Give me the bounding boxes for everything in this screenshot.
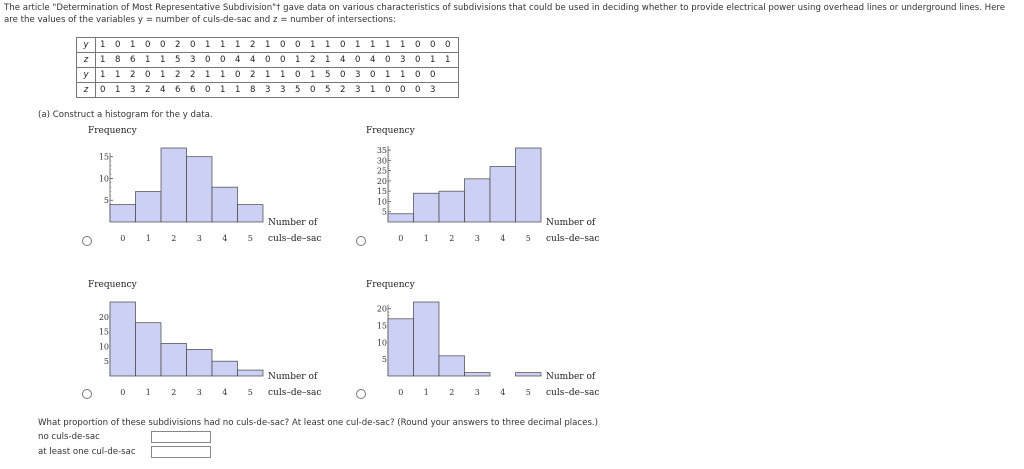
x-tick-label: 5 [525, 388, 531, 397]
histogram-bar [136, 323, 162, 376]
histogram-bar [465, 179, 491, 222]
x-axis-title: culs–de–sac [546, 388, 600, 398]
table-row [77, 68, 459, 83]
x-tick-label: 0 [120, 234, 126, 243]
histogram-bar [187, 349, 213, 376]
y-tick-label: 10 [98, 342, 109, 352]
y-tick-label: 20 [376, 304, 387, 314]
table-row [77, 38, 459, 53]
histogram-bar [238, 205, 264, 222]
x-axis-title: Number of [268, 218, 318, 228]
x-tick-label: 5 [247, 388, 253, 397]
histogram-option-c [88, 274, 338, 404]
y-tick-label: 5 [103, 357, 109, 367]
histogram-bar [490, 167, 516, 223]
histogram-bar [414, 302, 440, 376]
histogram-bar [388, 319, 414, 376]
x-tick-label: 5 [525, 234, 531, 243]
histogram-bar [110, 205, 136, 222]
x-tick-label: 0 [398, 234, 404, 243]
histogram-bar [212, 187, 238, 222]
y-tick-label: 35 [376, 146, 387, 156]
y-axis-title: Frequency [366, 126, 415, 136]
proportion-question: What proportion of these subdivisions had no culs-de-sac? At least one cul-de-sac? (Round your answers to three decimal places.) [38, 418, 599, 428]
variable-values: 1 8 6 1 1 5 3 0 0 4 4 0 0 1 2 1 4 0 4 0 3 0 1 1 [96, 53, 459, 68]
x-tick-label: 2 [171, 234, 177, 243]
x-axis-title: Number of [546, 218, 596, 228]
histogram-bar [161, 343, 187, 376]
histogram-bar [136, 192, 162, 222]
y-tick-label: 15 [98, 327, 109, 337]
y-tick-label: 10 [376, 197, 387, 207]
variable-label: z [77, 83, 96, 98]
x-tick-label: 0 [120, 388, 126, 397]
histogram-option-d [366, 274, 616, 404]
histogram-bar [439, 356, 465, 376]
problem-intro: The article "Determination of Most Representative Subdivision"† gave data on various characteristics of subdivisions that could be used in deciding whether to provide electrical power using overhead lines or underground lines. Here are the values of the variables y = number of culs-de-sac and z = number of intersections: [4, 3, 1006, 25]
y-tick-label: 5 [103, 196, 109, 206]
histogram-bar [388, 214, 414, 222]
histogram-option-d-radio[interactable] [356, 389, 366, 399]
variable-values: 1 0 1 0 0 2 0 1 1 1 2 1 0 0 1 1 0 1 1 1 1 0 0 0 [96, 38, 459, 53]
y-tick-label: 20 [376, 176, 387, 186]
x-tick-label: 1 [145, 234, 151, 243]
variable-label: z [77, 53, 96, 68]
x-tick-label: 1 [423, 388, 429, 397]
y-tick-label: 15 [98, 152, 109, 162]
at-least-one-cul-de-sac-input[interactable] [151, 446, 211, 458]
x-axis-title: Number of [546, 372, 596, 382]
x-axis-title: culs–de–sac [546, 234, 600, 244]
x-tick-label: 3 [196, 234, 202, 243]
histogram-bar [110, 302, 136, 376]
x-axis-title: Number of [268, 372, 318, 382]
x-tick-label: 5 [247, 234, 253, 243]
histogram-bar [516, 148, 542, 222]
x-tick-label: 1 [423, 234, 429, 243]
variable-values: 1 1 2 0 1 2 2 1 1 0 2 1 1 0 1 5 0 3 0 1 1 0 0 [96, 68, 459, 83]
x-tick-label: 4 [222, 388, 228, 397]
y-tick-label: 30 [376, 156, 387, 166]
x-tick-label: 2 [449, 388, 455, 397]
histogram-option-b-radio[interactable] [356, 236, 366, 246]
x-tick-label: 1 [145, 388, 151, 397]
histogram-option-b [366, 120, 616, 250]
table-row [77, 53, 459, 68]
y-axis-title: Frequency [366, 280, 415, 290]
x-tick-label: 4 [500, 388, 506, 397]
histogram-bar [161, 148, 187, 222]
part-a-instruction: (a) Construct a histogram for the y data. [38, 110, 213, 120]
x-tick-label: 4 [222, 234, 228, 243]
variable-values: 0 1 3 2 4 6 6 0 1 1 8 3 3 5 0 5 2 3 1 0 0 0 3 [96, 83, 459, 98]
y-tick-label: 25 [376, 166, 387, 176]
histogram-bar [212, 361, 238, 376]
x-axis-title: culs–de–sac [268, 388, 322, 398]
variable-label: y [77, 38, 96, 53]
y-tick-label: 15 [376, 321, 387, 331]
x-tick-label: 2 [449, 234, 455, 243]
x-axis-title: culs–de–sac [268, 234, 322, 244]
no-culs-de-sac-input[interactable] [151, 431, 211, 443]
at-least-one-cul-de-sac-label: at least one cul-de-sac [38, 447, 136, 457]
histogram-bar [414, 193, 440, 222]
x-tick-label: 2 [171, 388, 177, 397]
y-tick-label: 5 [381, 355, 387, 365]
y-axis-title: Frequency [88, 280, 137, 290]
x-tick-label: 3 [196, 388, 202, 397]
y-tick-label: 5 [381, 207, 387, 217]
no-culs-de-sac-label: no culs-de-sac [38, 432, 100, 442]
y-tick-label: 10 [98, 174, 109, 184]
data-table [76, 37, 459, 98]
histogram-bar [238, 370, 264, 376]
y-axis-title: Frequency [88, 126, 137, 136]
x-tick-label: 4 [500, 234, 506, 243]
histogram-bar [187, 157, 213, 222]
y-tick-label: 20 [98, 312, 109, 322]
y-tick-label: 10 [376, 338, 387, 348]
x-tick-label: 0 [398, 388, 404, 397]
histogram-bar [439, 191, 465, 222]
histogram-bar [465, 373, 491, 376]
histogram-bar [516, 373, 542, 376]
y-tick-label: 15 [376, 187, 387, 197]
table-row [77, 83, 459, 98]
x-tick-label: 3 [474, 234, 480, 243]
x-tick-label: 3 [474, 388, 480, 397]
histogram-option-a [88, 120, 338, 250]
variable-label: y [77, 68, 96, 83]
